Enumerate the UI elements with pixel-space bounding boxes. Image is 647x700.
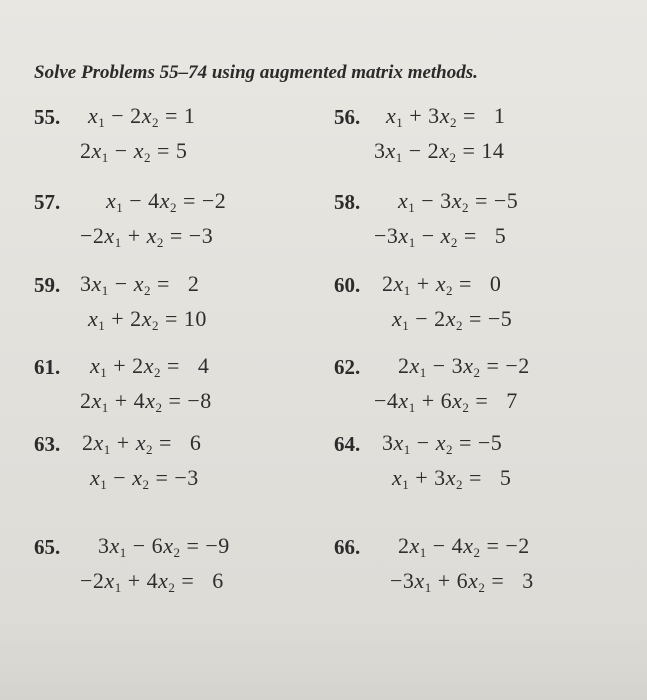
variable-subscript: 1 (396, 115, 404, 130)
variable-x: x (163, 533, 174, 558)
variable-subscript: 2 (462, 400, 470, 415)
equation-line-2: $x_1 - 2x_2 = -5$ (392, 306, 513, 333)
variable-subscript: 2 (155, 400, 163, 415)
variable-subscript: 2 (478, 580, 486, 595)
equation-line-2: $-2x_1 + 4x_2 = 6$ (80, 568, 224, 595)
equation-line-2: $-2x_1 + x_2 = -3$ (80, 223, 214, 250)
problem-number: 57. (34, 190, 61, 214)
variable-x: x (88, 103, 99, 128)
equation-line-2: $x_1 + 2x_2 = 10$ (88, 306, 207, 333)
variable-x: x (435, 271, 446, 296)
variable-subscript: 1 (101, 400, 109, 415)
variable-x: x (386, 103, 397, 128)
variable-x: x (158, 568, 169, 593)
variable-x: x (141, 306, 152, 331)
variable-x: x (439, 103, 450, 128)
variable-x: x (409, 353, 420, 378)
variable-x: x (141, 103, 152, 128)
problem-number: 60. (334, 273, 361, 297)
variable-x: x (392, 306, 403, 331)
variable-x: x (133, 138, 144, 163)
variable-x: x (398, 388, 409, 413)
variable-x: x (414, 568, 425, 593)
variable-subscript: 2 (455, 318, 463, 333)
equation-line-1: $2x_1 - 3x_2 = -2$ (398, 353, 530, 380)
equation-line-1: $2x_1 - 4x_2 = -2$ (398, 533, 530, 560)
variable-x: x (439, 138, 450, 163)
problem-number: 61. (34, 355, 61, 379)
equation-line-2: $x_1 - x_2 = -3$ (90, 465, 199, 492)
variable-subscript: 2 (449, 150, 457, 165)
equation-line-1: $3x_1 - x_2 = 2$ (80, 271, 200, 298)
equation-line-1: $2x_1 + x_2 = 6$ (82, 430, 202, 457)
variable-x: x (88, 306, 99, 331)
variable-x: x (143, 353, 154, 378)
variable-subscript: 1 (419, 545, 427, 560)
variable-subscript: 1 (114, 580, 122, 595)
variable-x: x (468, 568, 479, 593)
equation-line-2: $2x_1 - x_2 = 5$ (80, 138, 188, 165)
variable-subscript: 2 (143, 283, 151, 298)
equation-line-1: $3x_1 - 6x_2 = -9$ (98, 533, 230, 560)
problem-number: 66. (334, 535, 361, 559)
variable-x: x (463, 353, 474, 378)
variable-subscript: 1 (402, 318, 410, 333)
variable-x: x (452, 388, 463, 413)
problem-number: 59. (34, 273, 61, 297)
variable-x: x (133, 271, 144, 296)
equation-line-2: $x_1 + 3x_2 = 5$ (392, 465, 512, 492)
equation-line-1: $x_1 + 3x_2 = 1$ (386, 103, 506, 130)
equation-line-2: $-3x_1 - x_2 = 5$ (374, 223, 507, 250)
equation-line-2: $2x_1 + 4x_2 = -8$ (80, 388, 212, 415)
variable-x: x (445, 465, 456, 490)
photo-shading (0, 620, 647, 700)
equation-line-2: $-3x_1 + 6x_2 = 3$ (390, 568, 534, 595)
equation-line-1: $x_1 + 2x_2 = 4$ (90, 353, 210, 380)
variable-x: x (398, 188, 409, 213)
variable-x: x (445, 306, 456, 331)
variable-subscript: 1 (114, 235, 122, 250)
variable-x: x (385, 138, 396, 163)
variable-subscript: 2 (169, 200, 177, 215)
variable-subscript: 2 (153, 365, 161, 380)
problem-number: 63. (34, 432, 61, 456)
variable-subscript: 1 (103, 442, 111, 457)
equation-line-1: $3x_1 - x_2 = -5$ (382, 430, 503, 457)
variable-x: x (435, 430, 446, 455)
variable-subscript: 1 (98, 115, 106, 130)
variable-subscript: 2 (449, 115, 457, 130)
variable-subscript: 2 (473, 545, 481, 560)
variable-x: x (393, 430, 404, 455)
variable-x: x (146, 223, 157, 248)
variable-subscript: 1 (424, 580, 432, 595)
variable-subscript: 2 (450, 235, 458, 250)
variable-subscript: 2 (473, 365, 481, 380)
variable-subscript: 1 (419, 365, 427, 380)
variable-subscript: 1 (119, 545, 127, 560)
variable-subscript: 2 (143, 150, 151, 165)
variable-x: x (463, 533, 474, 558)
variable-subscript: 2 (151, 318, 159, 333)
variable-x: x (93, 430, 104, 455)
problem-number: 62. (334, 355, 361, 379)
variable-x: x (392, 465, 403, 490)
variable-subscript: 2 (461, 200, 469, 215)
variable-x: x (440, 223, 451, 248)
variable-subscript: 1 (408, 200, 416, 215)
variable-x: x (90, 353, 101, 378)
variable-subscript: 1 (403, 283, 411, 298)
variable-subscript: 2 (455, 477, 463, 492)
variable-subscript: 2 (445, 283, 453, 298)
variable-x: x (106, 188, 117, 213)
equation-line-1: $2x_1 + x_2 = 0$ (382, 271, 502, 298)
problem-number: 64. (334, 432, 361, 456)
variable-subscript: 1 (101, 283, 109, 298)
variable-subscript: 1 (403, 442, 411, 457)
variable-subscript: 2 (156, 235, 164, 250)
variable-x: x (135, 430, 146, 455)
variable-x: x (109, 533, 120, 558)
variable-x: x (451, 188, 462, 213)
variable-subscript: 2 (173, 545, 181, 560)
instruction-heading: Solve Problems 55–74 using augmented matrix methods. (34, 62, 478, 83)
variable-x: x (104, 568, 115, 593)
variable-subscript: 2 (445, 442, 453, 457)
variable-subscript: 1 (408, 235, 416, 250)
equation-line-2: $3x_1 - 2x_2 = 14$ (374, 138, 505, 165)
variable-x: x (91, 138, 102, 163)
variable-x: x (90, 465, 101, 490)
variable-subscript: 1 (100, 365, 108, 380)
variable-x: x (132, 465, 143, 490)
variable-subscript: 1 (98, 318, 106, 333)
variable-x: x (393, 271, 404, 296)
variable-subscript: 1 (402, 477, 410, 492)
equation-line-1: $x_1 - 2x_2 = 1$ (88, 103, 196, 130)
variable-x: x (145, 388, 156, 413)
problem-number: 58. (334, 190, 361, 214)
variable-x: x (409, 533, 420, 558)
variable-x: x (91, 388, 102, 413)
variable-subscript: 2 (151, 115, 159, 130)
variable-subscript: 2 (168, 580, 176, 595)
variable-subscript: 1 (408, 400, 416, 415)
variable-subscript: 1 (101, 150, 109, 165)
problem-number: 65. (34, 535, 61, 559)
variable-x: x (398, 223, 409, 248)
variable-subscript: 1 (395, 150, 403, 165)
variable-subscript: 1 (100, 477, 108, 492)
equation-line-1: $x_1 - 4x_2 = -2$ (106, 188, 227, 215)
problem-number: 55. (34, 105, 61, 129)
equation-line-1: $x_1 - 3x_2 = -5$ (398, 188, 519, 215)
variable-subscript: 2 (142, 477, 150, 492)
variable-x: x (104, 223, 115, 248)
variable-subscript: 1 (116, 200, 124, 215)
variable-subscript: 2 (145, 442, 153, 457)
variable-x: x (91, 271, 102, 296)
problem-number: 56. (334, 105, 361, 129)
equation-line-2: $-4x_1 + 6x_2 = 7$ (374, 388, 518, 415)
variable-x: x (159, 188, 170, 213)
